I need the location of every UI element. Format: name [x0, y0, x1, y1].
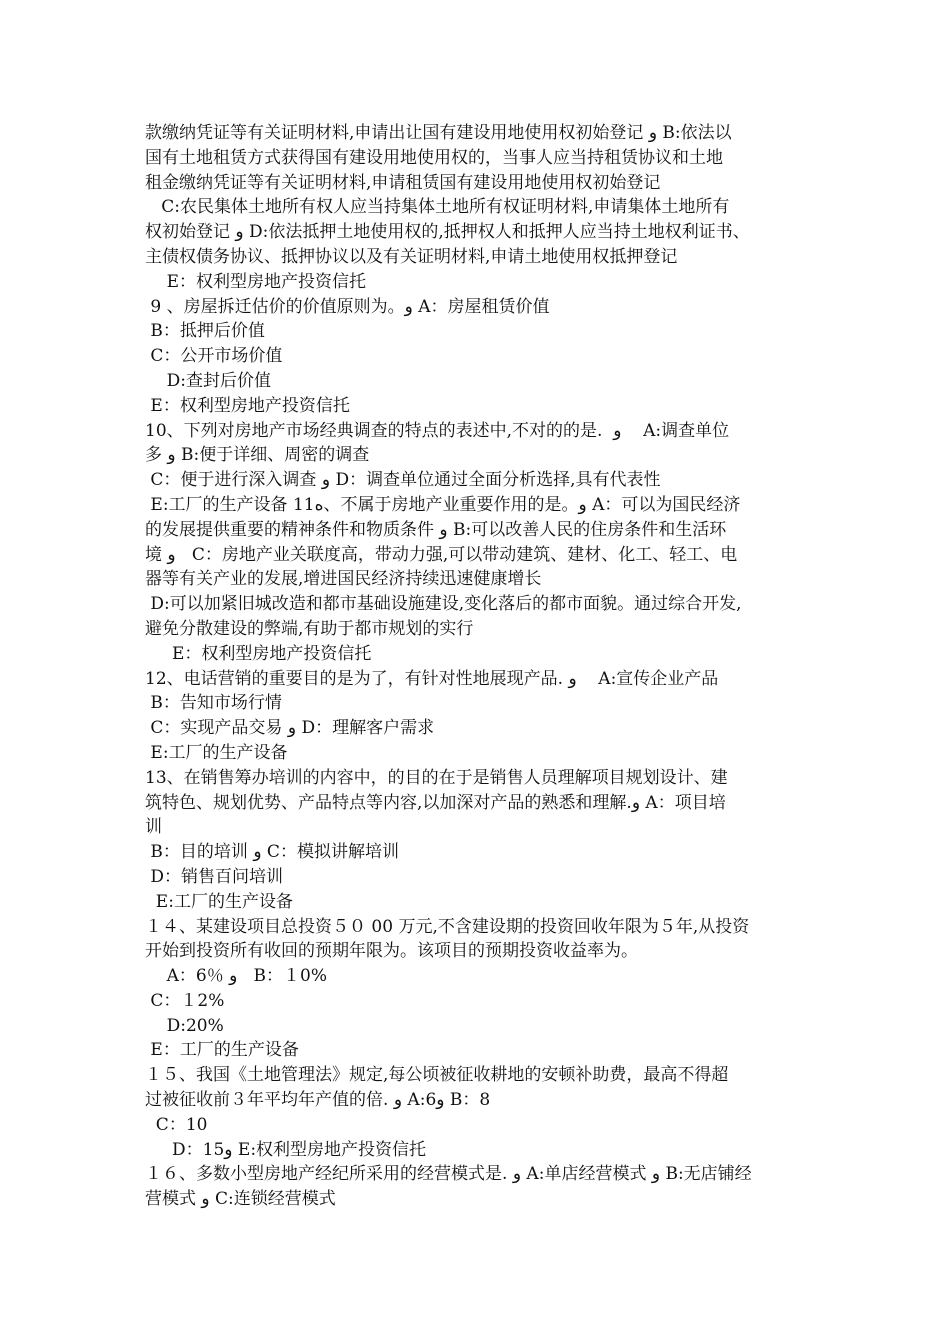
question-9: 9 、房屋拆迁估价的价值原则为。و A：房屋租赁价值	[145, 296, 550, 317]
text-line: D:可以加紧旧城改造和都市基础设施建设,变化落后的都市面貌。通过综合开发,	[145, 594, 742, 615]
text-line: B：目的培训 و C：模拟讲解培训	[145, 842, 399, 863]
text-line: 租金缴纳凭证等有关证明材料,申请租赁国有建设用地使用权初始登记	[145, 172, 661, 193]
text-line: D:查封后价值	[145, 370, 271, 391]
text-line: D：销售百问培训	[145, 866, 284, 887]
text-line: C：公开市场价值	[145, 346, 283, 367]
text-line: 过被征收前３年平均年产值的倍. و A:6و B：8	[145, 1090, 491, 1111]
text-line: D:20%	[145, 1015, 224, 1036]
text-line: C：实现产品交易 و D：理解客户需求	[145, 718, 435, 739]
question-15: １５、我国《土地管理法》规定,每公顷被征收耕地的安顿补助费，最高不得超	[145, 1065, 729, 1086]
text-line: C：便于进行深入调查 و D：调查单位通过全面分析选择,具有代表性	[145, 470, 661, 491]
text-line: E：权利型房地产投资信托	[145, 271, 367, 292]
text-line: E：权利型房地产投资信托	[145, 643, 372, 664]
text-line: 国有土地租赁方式获得国有建设用地使用权的，当事人应当持租赁协议和土地	[145, 147, 723, 168]
text-line: 器等有关产业的发展,增进国民经济持续迅速健康增长	[145, 569, 542, 590]
text-line: C：10	[145, 1114, 208, 1135]
question-16: １６、多数小型房地产经纪所采用的经营模式是. و A:单店经营模式 و B:无店铺经	[145, 1164, 752, 1185]
question-10: 10、下列对房地产市场经典调查的特点的表述中,不对的的是. و A:调查单位	[145, 420, 730, 441]
text-line: 训	[145, 817, 162, 838]
text-line: 避免分散建设的弊端,有助于都市规划的实行	[145, 618, 474, 639]
question-11: E:工厂的生产设备 11ه、不属于房地产业重要作用的是。و A：可以为国民经济	[145, 494, 741, 515]
text-line: 主债权债务协议、抵押协议以及有关证明材料,申请土地使用权抵押登记	[145, 246, 678, 267]
text-line: E:工厂的生产设备	[145, 742, 288, 763]
text-line: C:农民集体土地所有权人应当持集体土地所有权证明材料,申请集体土地所有	[145, 197, 730, 218]
text-line: 营模式 و C:连锁经营模式	[145, 1189, 336, 1210]
text-line: 筑特色、规划优势、产品特点等内容,以加深对产品的熟悉和理解.و A：项目培	[145, 792, 726, 813]
text-line: 款缴纳凭证等有关证明材料,申请出让国有建设用地使用权初始登记 و B:依法以	[145, 123, 732, 143]
text-line: 的发展提供重要的精神条件和物质条件 و B:可以改善人民的住房条件和生活环	[145, 519, 727, 540]
text-line: 多 و B:便于详细、周密的调查	[145, 445, 370, 466]
text-line: 境 و C：房地产业关联度高，带动力强,可以带动建筑、建材、化工、轻工、电	[145, 544, 738, 565]
question-13: 13、在销售筹办培训的内容中，的目的在于是销售人员理解项目规划设计、建	[145, 767, 728, 788]
text-line: 权初始登记 و D:依法抵押土地使用权的,抵押权人和抵押人应当持土地权利证书、	[145, 222, 750, 243]
text-line: B：抵押后价值	[145, 321, 265, 342]
text-line: E：工厂的生产设备	[145, 1040, 299, 1061]
text-line: D：15و E:权利型房地产投资信托	[145, 1139, 427, 1160]
question-14: １４、某建设项目总投资５０ 00 万元,不含建设期的投资回收年限为５年,从投资	[145, 916, 750, 937]
text-line: C：１2%	[145, 990, 225, 1011]
text-line: 开始到投资所有收回的预期年限为。该项目的预期投资收益率为。	[145, 941, 638, 962]
text-line: A：6％ و B：１0%	[145, 966, 328, 987]
text-line: E：权利型房地产投资信托	[145, 395, 350, 416]
text-line: B：告知市场行情	[145, 693, 282, 714]
document-body	[145, 121, 810, 1212]
question-12: 12、电话营销的重要目的是为了，有针对性地展现产品. و A:宣传企业产品	[145, 668, 719, 689]
text-line: E:工厂的生产设备	[145, 891, 293, 912]
